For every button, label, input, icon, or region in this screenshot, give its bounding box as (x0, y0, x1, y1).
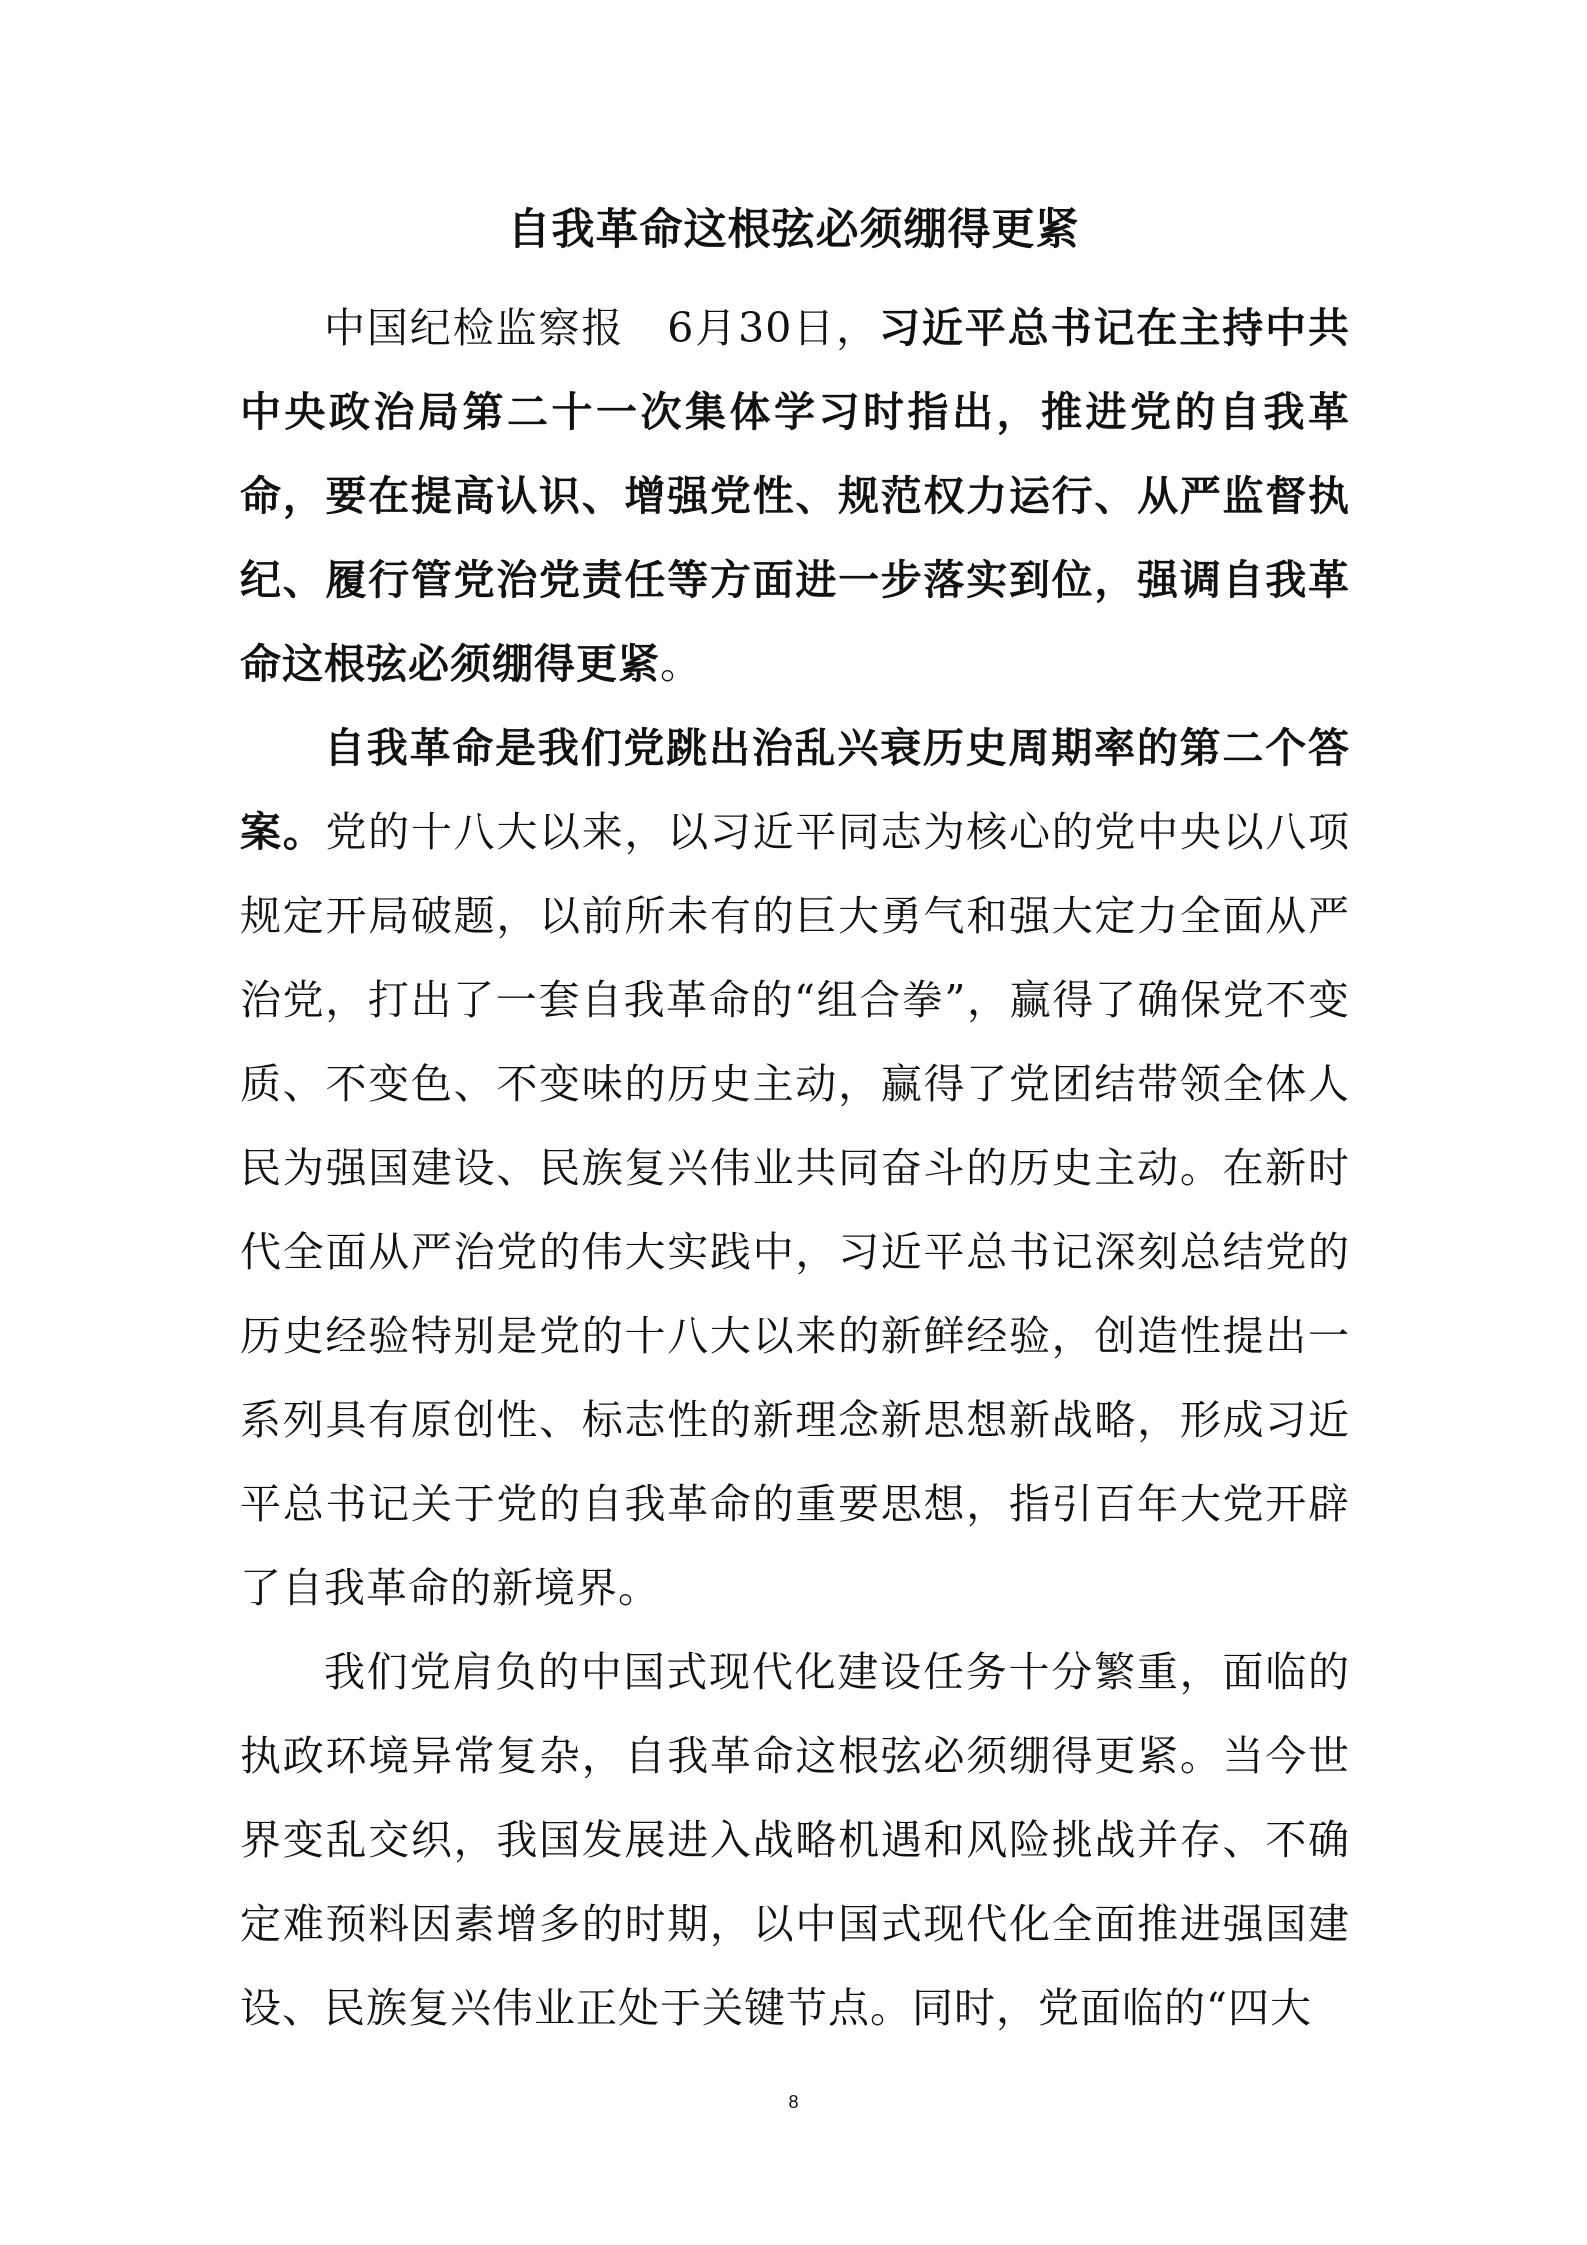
paragraph-2-body-text: 党的十八大以来，以习近平同志为核心的党中央以八项规定开局破题，以前所未有的巨大勇气和强大定力全面从严治党，打出了一套自我革命的“组合拳”，赢得了确保党不变质、不变色、不变味的历史主动，赢得了党团结带领全体人民为强国建设、民族复兴伟业共同奋斗的历史主动。在新时代全面从严治党的伟大实践中，习近平总书记深刻总结党的历史经验特别是党的十八大以来的新鲜经验，创造性提出一系列具有原创性、标志性的新理念新思想新战略，形成习近平总书记关于党的自我革命的重要思想，指引百年大党开辟了自我革命的新境界。 (240, 808, 1351, 1612)
paragraph-2 (240, 706, 1350, 1630)
paragraph-1-bold-text: 习近平总书记在主持中共中央政治局第二十一次集体学习时指出，推进党的自我革命，要在提高认识、增强党性、规范权力运行、从严监督执纪、履行管党治党责任等方面进一步落实到位，强调自我革命这根弦必须绷得更紧 (240, 304, 1350, 688)
paragraph-1 (240, 286, 1350, 706)
paragraph-2-bold-text: 自我革命是我们党跳出治乱兴衰历史周期率的第二个答案。 (240, 724, 1350, 856)
source-spacer (624, 304, 667, 352)
page-number: 8 (788, 2092, 799, 2112)
article-body (240, 286, 1350, 2050)
paragraph-1-end: 。 (660, 640, 702, 688)
source-label: 中国纪检监察报 (324, 304, 625, 352)
paragraph-3 (240, 1630, 1350, 2050)
source-date: 6月30日， (667, 304, 879, 352)
paragraph-3-body-text: 我们党肩负的中国式现代化建设任务十分繁重，面临的执政环境异常复杂，自我革命这根弦必须绷得更紧。当今世界变乱交织，我国发展进入战略机遇和风险挑战并存、不确定难预料因素增多的时期，以中国式现代化全面推进强国建设、民族复兴伟业正处于关键节点。同时，党面临的“四大 (240, 1648, 1350, 2032)
article-title: 自我革命这根弦必须绷得更紧 (507, 205, 1080, 255)
